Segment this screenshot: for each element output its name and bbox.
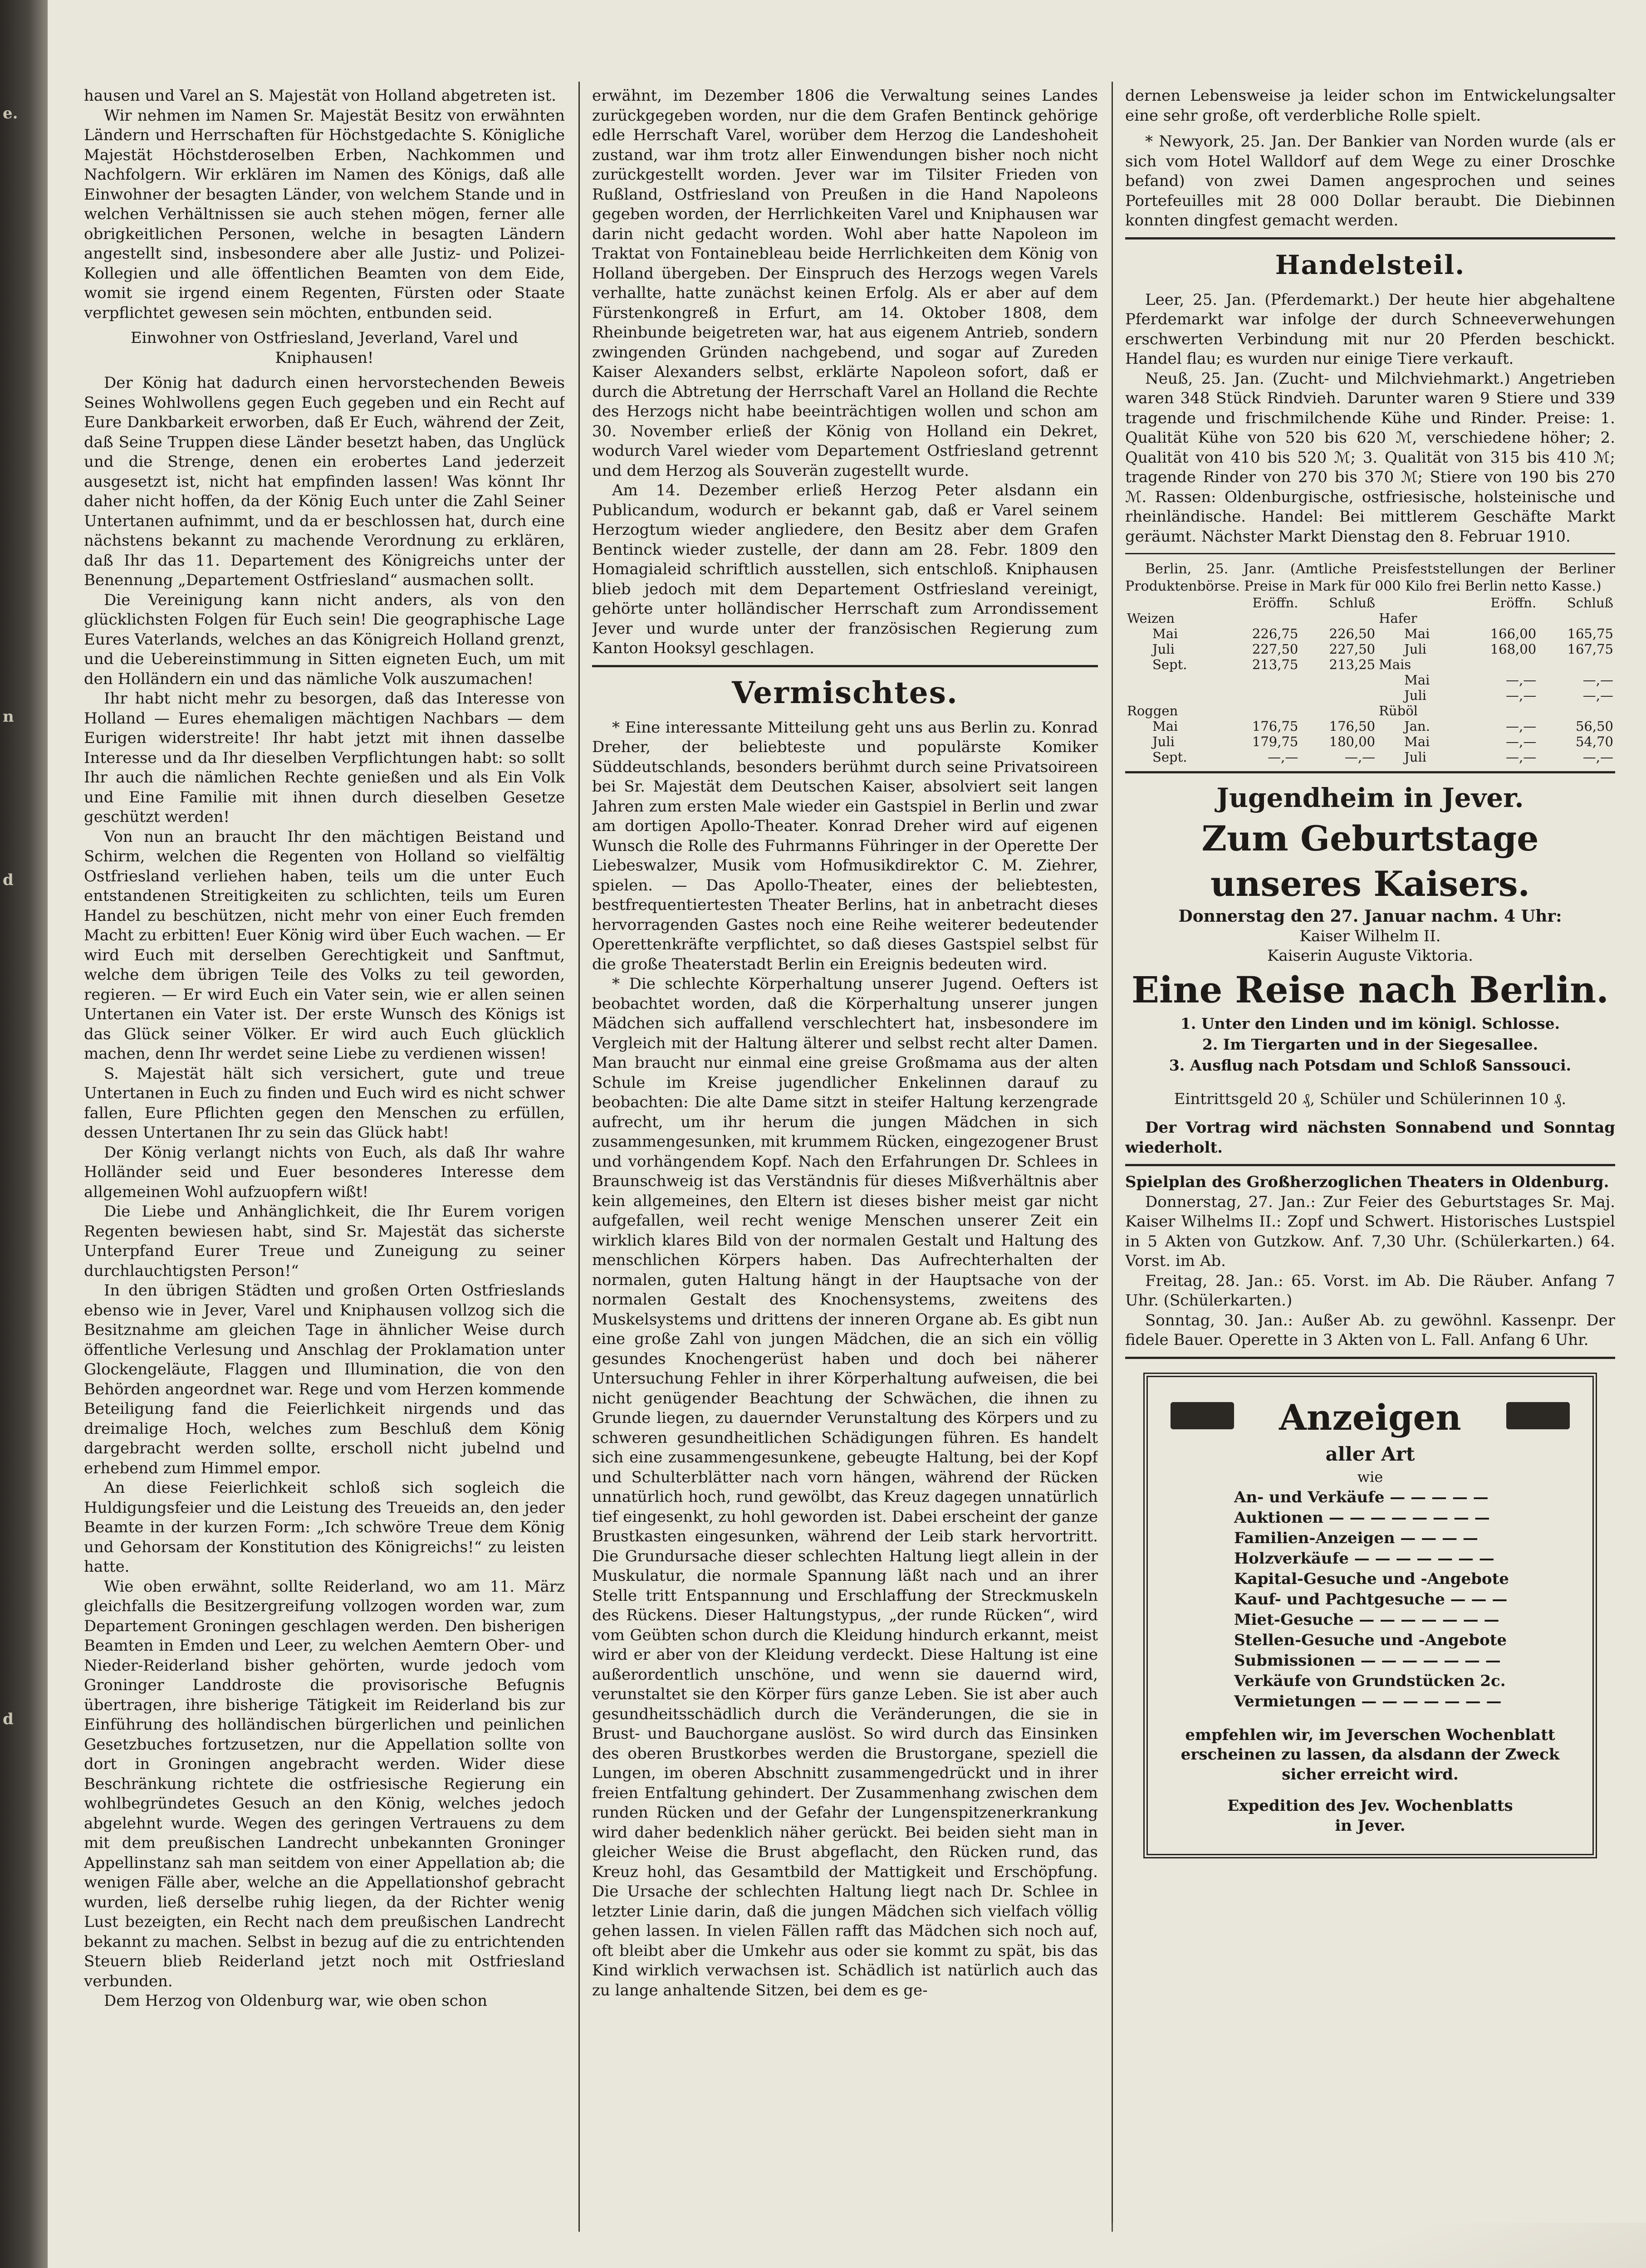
table-cell: Mai [1404,672,1430,688]
table-cell: 166,00 [1490,626,1537,641]
table-cell: 179,75 [1252,734,1298,749]
table-cell [1538,611,1615,626]
table-cell: Roggen [1127,703,1178,719]
paragraph: Von nun an braucht Ihr den mächtigen Beistand und Schirm, welchen die Regenten von Holland so vielfältig Ostfriesland verliehen haben, teils um die unter Euch entstandenen Streitigkeiten zu schlichten, teils um Euren Handel zu beschützen, nicht mehr von einer Euch fremden Macht zu erbitten! Euer König wird über Euch wachen. — Er wird Euch mit derselben Gerechtigkeit und Sanftmut, welche dem übrigen Teile des Volks zu teil geworden, regieren. — Er wird Euch ein Vater sein, wie er allen seinen Untertanen ein Vater ist. Der erste Wunsch des Königs ist das Glück seiner Völker. Er wird auch Euch glücklich machen, denn Ihr werdet seine Liebe zu verdienen wissen! [84,827,565,1063]
ad-repeat-note: Der Vortrag wird nächsten Sonnabend und Sonntag wiederholt. [1125,1119,1615,1157]
paragraph: * Eine interessante Mitteilung geht uns aus Berlin zu. Konrad Dreher, der beliebteste und populärste Komiker Süddeutschlands, besonders berühmt durch seine Privatsoireen bei Sr. Majestät dem Deutschen Kaiser, absolviert seit langen Jahren zum ersten Male wieder ein Gastspiel in Berlin und zwar am dortigen Apollo-Theater. Konrad Dreher wird auf eigenen Wunsch die Rolle des Fuhrmanns Führinger in der Operette Der Liebeswalzer, Musik vom Hofmusikdirektor C. M. Ziehrer, spielen. — Das Apollo-Theater, eines der beliebtesten, bestfrequentiertesten Theater Berlins, hat in anbetracht dieses hervorragenden Gastes noch eine Reihe weiterer bedeutender Operettenkräfte verpflichtet, so daß dieses Gastspiel selbst für die große Theaterstadt Berlin ein Ereignis bedeuten wird. [592,718,1098,973]
market-neuss: Neuß, 25. Jan. (Zucht- und Milchviehmarkt.) Angetrieben waren 348 Stück Rindvieh. Darunter waren 9 Stiere und 339 tragende und frischmilchende Kühe und Rinder. Preise: 1. Qualität Kühe von 520 bis 620 ℳ, verschiedene höher; 2. Qualität von 410 bis 520 ℳ; 3. Qualität von 315 bis 410 ℳ; tragende Rinder von 270 bis 370 ℳ; Stiere von 190 bis 270 ℳ. Rassen: Oldenburgische, ostfriesische, holsteinische und rheinländische. Handel: Bei mittlerem Geschäfte Markt geräumt. Nächster Markt Dienstag den 8. Februar 1910. [1125,369,1615,546]
ad-jugendheim [1125,780,1615,1158]
ad-anzeigen-item: Vermietungen — — — — — — — [1234,1692,1502,1711]
paragraph: * Die schlechte Körperhaltung unserer Jugend. Oefters ist beobachtet worden, daß die Körperhaltung unserer jungen Mädchen sich auffallend verschlechtert hat, insbesondere im Vergleich mit der Haltung älterer und selbst recht alter Damen. Man braucht nur einmal eine greise Großmama aus der alten Schule im Kreise jugendlicher Enkelinnen darauf zu beobachten: Die alte Dame sitzt in steifer Haltung kerzengrade aufrecht, um ihr herum die jungen Mädchen in sich zusammengesunken, mit krummem Rücken, eingezogener Brust und vorhängendem Kopf. Nach den Erfahrungen Dr. Schlees in Braunschweig ist das Verständnis für dieses Mißverhältnis aber kein allgemeines, den Eltern ist dieses bisher meist gar nicht aufgefallen, weil recht wenige Menschen unserer Zeit ein wirklich klares Bild von der normalen Gestalt und Haltung des menschlichen Körpers haben. Das Aufrechterhalten der normalen, guten Haltung hängt in der Hauptsache von der normalen Gestalt des Knochensystems, zweitens des Muskelsystems und drittens der inneren Organe ab. Es gibt nun eine große Zahl von jungen Mädchen, die an sich ein völlig gesundes Knochengerüst haben und doch bei näherer Untersuchung Fehler in ihrer Körperhaltung aufweisen, die bei nicht genügender Beachtung der Schwächen, die ihnen zu Grunde liegen, zu dauernder Verunstaltung des Körpers und zu schweren gesundheitlichen Schädigungen führen. Es handelt sich eine zusammengesunkene, gebeugte Haltung, bei der Kopf und Schulterblätter nach vorn hängen, während der Rücken unnatürlich hoch, rund gewölbt, das Kreuz dagegen unnatürlich tief eingesenkt, zu hohl geworden ist. Dabei erscheint der ganze Brustkasten eingesunken, während der Leib stark hervortritt. Die Grundursache dieser schlechten Haltung liegt allein in der Muskulatur, die normale Spannung läßt nach und an ihrer Stelle tritt Entspannung und Erschlaffung der Streckmuskeln des Rückens. Dieser Haltungstypus, „der runde Rücken“, wird vom Geübten schon durch die Kleidung hindurch erkannt, meist wird er aber von der Kleidung verdeckt. Diese Haltung ist eine außerordentlich unschöne, und wenn sie dauernd wird, verunstaltet sie den Körper fürs ganze Leben. Sie ist aber auch gesundheitsschädlich durch die Veränderungen, die sie in Brust- und Bauchorgane auslöst. So wird durch das Einsinken des oberen Brustkorbes werden die Brustorgane, speziell die Lungen, im oberen Abschnitt zusammengedrückt und in ihrer freien Entfaltung gehindert. Der Zusammenhang zwischen dem runden Rücken und der Gefahr der Lungenspitzenerkrankung wird daher bedenklich näher gerückt. Bei beiden sieht man in gleicher Weise die Brust abgeflacht, den Rücken rund, das Kreuz hohl, das Gesamtbild der Mattigkeit und Erschöpfung. Die Ursache der schlechten Haltung liegt nach Dr. Schlee in letzter Linie darin, daß die jungen Mädchen sich vielfach völlig gehen lassen. In vielen Fällen rafft das Mädchen sich noch auf, oft bleibt aber die Umkehr aus oder sie kommt zu spät, bis das Kind wirklich verwachsen ist. Schädlich ist natürlich auch das zu lange anhaltende Sitzen, bei dem es ge- [592,975,1098,1999]
ad-program-item: 1. Unter den Linden und im königl. Schlosse. [1180,1014,1560,1032]
table-cell: Jan. [1404,719,1430,734]
edge-fragment: d [3,1710,14,1728]
section-rule [592,665,1098,667]
column-1 [84,86,565,2263]
table-cell [1224,703,1300,719]
paragraph: Der König verlangt nichts von Euch, als daß Ihr wahre Holländer seid und Euer besonderes Interesse dem allgemeinen Wohl aufzuopfern wißt! [84,1143,565,1201]
ad-anzeigen-item: Submissionen — — — — — — — [1234,1651,1501,1670]
table-row [1125,657,1615,672]
theater-line: Freitag, 28. Jan.: 65. Vorst. im Ab. Die Räuber. Anfang 7 Uhr. (Schülerkarten.) [1125,1271,1615,1310]
table-cell: —,— [1582,672,1613,688]
decorative-ornament-icon [1506,1402,1570,1429]
paragraph: An diese Feierlichkeit schloß sich sogleich die Huldigungsfeier und die Leistung des Treueids an, den jeder Beamte in der kurzen Form: „Ich schwöre Treue dem König und Gehorsam der Konstitution des Königreichs!“ zu leisten hatte. [84,1479,565,1576]
theater-title: Spielplan des Großherzoglichen Theaters in Oldenburg. [1125,1173,1609,1191]
table-cell: —,— [1505,672,1537,688]
table-cell [1461,611,1538,626]
section-title-handelsteil: Handelsteil. [1275,249,1465,280]
table-cell: Mai [1152,626,1178,641]
table-cell: Juli [1152,641,1175,657]
table-cell [1300,611,1377,626]
ad-anzeigen-title: Anzeigen [1279,1397,1461,1438]
table-cell [1300,672,1377,688]
ad-berlin-heading: Eine Reise nach Berlin. [1131,968,1609,1011]
paragraph: Die Vereinigung kann nicht anders, als von den glücklichsten Folgen für Euch sein! Die geographische Lage Eures Vaterlands, welches an das Königreich Holland grenzt, und die Uebereinstimmung in Sitten eigneten Euch, um mit den Holländern ein und das nämliche Volk auszumachen! [84,591,565,688]
table-cell: 227,50 [1252,641,1298,657]
table-cell [1538,657,1615,672]
ad-anzeigen-box [1143,1373,1597,1859]
table-cell [1125,595,1224,611]
edge-fragment: e. [3,104,18,122]
theater-line: Donnerstag, 27. Jan.: Zur Feier des Geburtstages Sr. Maj. Kaiser Wilhelms II.: Zopf und Schwert. Historisches Lustspiel in 5 Akten von Gutzkow. Anf. 7,30 Uhr. (Schülerkarten.) 64. Vorst. im Ab. [1125,1193,1615,1270]
table-row [1125,611,1615,626]
paragraph: Ihr habt nicht mehr zu besorgen, daß das Interesse von Holland — Eures ehemaligen mächtigen Nachbars — dem Eurigen widerstreite! Ihr habt jetzt mit ihnen dasselbe Interesse und da Ihr dieselben Verpflichtungen habt: so sollt Ihr auch die nämlichen Rechte genießen und als Ein Volk und Eine Familie mit ihnen durch dieselben Gesetze geschützt werden! [84,689,565,826]
section-rule [1125,1357,1615,1359]
paragraph: erwähnt, im Dezember 1806 die Verwaltung seines Landes zurückgegeben worden, nur die dem Grafen Bentinck gehörige edle Herrschaft Varel, worüber dem Herzog die Landeshoheit zustand, war ihm trotz aller Einwendungen bisher noch nicht zurückgestellt worden. Jever war im Tilsiter Frieden von Rußland, Ostfriesland von Preußen in die Hand Napoleons gegeben worden, der Herrlichkeiten Varel und Kniphausen war darin nicht gedacht worden. Wohl aber hatte Napoleon im Traktat von Fontainebleau beide Herrlichkeiten dem König von Holland übergeben. Der Einspruch des Herzogs wegen Varels verhallte, hatte zunächst keinen Erfolg. Als er aber auf dem Fürstenkongreß in Erfurt, am 14. Oktober 1808, dem Rheinbunde beigetreten war, hat aus eigenem Antrieb, sondern zwingenden Gründen nachgebend, und sogar auf Zureden Kaiser Alexanders selbst, erklärte Napoleon sofort, daß er durch die Abtretung der Herrschaft Varel an Holland die Rechte des Herzogs nicht habe beeinträchtigen wollen und schon am 30. November erließ der König von Holland ein Dekret, wodurch Varel wieder vom Departement Ostfriesland getrennt und dem Herzog als Souverän zugestellt wurde. [592,87,1098,480]
paragraph: Der König hat dadurch einen hervorstechenden Beweis Seines Wohlwollens gegen Euch gegeben und ein Recht auf Eure Dankbarkeit erworben, daß Er Euch, während der Zeit, daß Seine Truppen diese Länder besetzt haben, das Unglück und die Strenge, denen ein erobertes Land jederzeit ausgesetzt ist, nicht hat empfinden lassen! Was könnt Ihr daher nicht hoffen, da der König Euch unter die Zahl Seiner Untertanen aufnimmt, und da er beschlossen hat, durch eine nächstens bekannt zu machende Verordnung zu erklären, daß Ihr das 11. Departement des Königreichs unter der Benennung „Departement Ostfriesland“ ausmachen sollt. [84,374,565,589]
table-row [1125,719,1615,734]
theater-line: Sonntag, 30. Jan.: Außer Ab. zu gewöhnl. Kassenpr. Der fidele Bauer. Operette in 3 Akten von L. Fall. Anfang 6 Uhr. [1125,1311,1615,1349]
table-cell: 213,25 [1329,657,1376,672]
paragraph: S. Majestät hält sich versichert, gute und treue Untertanen in Euch zu finden und Euch wird es nicht schwer fallen, Eure Pflichten gegen den Menschen zu erfüllen, dessen Untertanen Ihr zu sein das Glück habt! [84,1064,565,1142]
table-cell: —,— [1344,749,1376,765]
decorative-ornament-icon [1171,1402,1234,1429]
table-cell [1377,595,1461,611]
ad-anzeigen-wie: wie [1357,1468,1383,1486]
table-cell [1300,688,1377,703]
table-cell [1461,657,1538,672]
table-cell: —,— [1505,688,1537,703]
table-cell [1224,688,1300,703]
table-cell: 168,00 [1490,641,1537,657]
table-cell: —,— [1268,749,1298,765]
table-cell: Hafer [1379,611,1417,626]
table-cell: Mai [1404,734,1430,749]
scan-left-edge [0,0,48,2268]
paragraph: Wir nehmen im Namen Sr. Majestät Besitz von erwähnten Ländern und Herrschaften für Höchstgedachte S. Königliche Majestät Höchstderoselben Erben, Nachkommen und Nachfolgern. Wir erklären im Namen des Königs, daß alle Einwohner der besagten Länder, von welchem Stande und in welchen Verhältnissen sie auch stehen mögen, ferner alle obrigkeitlichen Personen, welche in besagten Ländern angestellt sind, insbesondere aber alle Justiz- und Polizei-Kollegien und alle öffentlichen Beamten von dem Eide, womit sie irgend einem Regenten, Fürsten oder Staate verpflichtet gewesen sein möchten, entbunden seid. [84,106,565,322]
table-cell: 226,75 [1252,626,1298,641]
column-2 [592,86,1098,2263]
table-cell: —,— [1582,749,1613,765]
table-cell: 227,50 [1329,641,1376,657]
table-cell: —,— [1505,749,1537,765]
table-cell: Weizen [1127,611,1175,626]
ad-anzeigen-item: Stellen-Gesuche und -Angebote [1234,1631,1507,1649]
table-row [1125,626,1615,641]
ad-subject: Kaiserin Auguste Viktoria. [1267,947,1473,965]
paragraph: dernen Lebensweise ja leider schon im Entwickelungsalter eine sehr große, oft verderbliche Rolle spielt. [1125,87,1615,125]
section-rule [1125,237,1615,240]
table-cell: Rüböl [1379,703,1418,719]
ad-anzeigen-subtitle: aller Art [1325,1442,1415,1465]
edge-fragment: d [3,871,14,889]
ad-date: Donnerstag den 27. Januar nachm. 4 Uhr: [1178,907,1562,926]
table-cell: Eröffn. [1252,595,1298,611]
column-rule [1112,82,1113,2232]
proclamation-address: Einwohner von Ostfriesland, Jeverland, Varel und Kniphausen! [130,329,519,367]
table-cell: —,— [1582,688,1613,703]
paragraph: Die Liebe und Anhänglichkeit, die Ihr Eurem vorigen Regenten bewiesen habt, sind Sr. Majestät das sicherste Unterpfand Eurer Treue und Zuneigung zu seiner durchlauchtigsten Person!“ [84,1202,565,1280]
table-cell: 56,50 [1575,719,1613,734]
ad-anzeigen-item: Miet-Gesuche — — — — — — — [1234,1610,1499,1629]
ad-program-item: 2. Im Tiergarten und in der Siegesallee. [1202,1035,1538,1053]
section-rule [1125,553,1615,554]
table-header-row [1125,595,1615,611]
table-cell: Schluß [1567,595,1613,611]
table-cell [1125,672,1224,688]
table-cell: Juli [1152,734,1175,749]
price-table [1125,595,1615,765]
table-cell: —,— [1505,734,1537,749]
ad-anzeigen-item: Auktionen — — — — — — — — [1234,1508,1490,1527]
berlin-exchange-header: Berlin, 25. Janr. (Amtliche Preisfeststellungen der Berliner Produktenbörse. Preise in Mark für 000 Kilo frei Berlin netto Kasse.) [1125,561,1615,594]
table-row [1125,641,1615,657]
table-cell [1125,688,1224,703]
table-cell: —,— [1505,719,1537,734]
table-cell: Juli [1404,688,1426,703]
table-cell: Eröffn. [1490,595,1537,611]
ad-anzeigen-item: Kauf- und Pachtgesuche — — — [1234,1590,1508,1608]
edge-fragment: n [3,708,14,726]
price-rows [1125,611,1615,765]
paragraph: In den übrigen Städten und großen Orten Ostfrieslands ebenso wie in Jever, Varel und Kniphausen vollzog sich die Besitznahme am gleichen Tage in ähnlicher Weise durch öffentliche Verlesung und Anschlag der Proklamation unter Glockengeläute, Flaggen und Illumination, die von den Behörden angeordnet war. Rege und vom Herzen kommende Beteiligung fand die Feierlichkeit nirgends und das dreimalige Hoch, welches zum Beschluß dem König dargebracht werden sollte, erscholl nicht jubelnd und erhebend zum Himmel empor. [84,1281,565,1477]
paragraph: hausen und Varel an S. Majestät von Holland abgetreten ist. [84,87,556,105]
table-row [1125,749,1615,765]
column-rule [578,82,580,2232]
table-cell: Mai [1404,626,1430,641]
table-row [1125,703,1615,719]
table-row [1125,734,1615,749]
table-cell: 54,70 [1575,734,1613,749]
table-cell [1224,672,1300,688]
ad-anzeigen-signature: Expedition des Jev. Wochenblatts [1227,1797,1513,1815]
table-cell: 180,00 [1329,734,1376,749]
table-cell: 167,75 [1567,641,1613,657]
ad-anzeigen-list [1234,1487,1570,1712]
ad-anzeigen-item: Holzverkäufe — — — — — — — [1234,1549,1494,1568]
table-row [1125,688,1615,703]
news-newyork: * Newyork, 25. Jan. Der Bankier van Norden wurde (als er sich vom Hotel Walldorf auf dem Wege zu einer Droschke befand) von zwei Damen angesprochen und seines Portefeuilles mit 28 000 Dollar beraubt. Die Diebinnen konnten dingfest gemacht werden. [1125,132,1615,230]
ad-anzeigen-item: Kapital-Gesuche und -Angebote [1234,1569,1509,1588]
ad-subject: Kaiser Wilhelm II. [1299,927,1441,945]
table-cell: Mais [1379,657,1411,672]
table-cell: 176,75 [1252,719,1298,734]
section-rule [1125,771,1615,773]
ad-anzeigen-item: Verkäufe von Grundstücken 2c. [1234,1672,1506,1690]
table-cell: 165,75 [1567,626,1613,641]
torn-paper-edge [1082,2223,1646,2268]
market-leer: Leer, 25. Jan. (Pferdemarkt.) Der heute hier abgehaltene Pferdemarkt war infolge der durch Schneeverwehungen erschwerten Verbindung mit nur 20 Pferden beschickt. Handel flau; es wurden nur einige Tiere verkauft. [1125,290,1615,368]
table-cell [1224,611,1300,626]
ad-anzeigen-item: Familien-Anzeigen — — — — [1234,1529,1478,1547]
table-cell: Schluß [1329,595,1376,611]
table-cell: 213,75 [1252,657,1298,672]
ad-entry-fee: Eintrittsgeld 20 ₰, Schüler und Schülerinnen 10 ₰. [1174,1090,1567,1108]
table-cell [1300,703,1377,719]
table-cell: Sept. [1152,657,1187,672]
section-title-vermischtes: Vermischtes. [732,675,958,710]
ad-program-item: 3. Ausflug nach Potsdam und Schloß Sanssouci. [1169,1056,1572,1074]
column-3 [1125,86,1615,2263]
table-cell: Juli [1404,641,1426,657]
table-cell: Sept. [1152,749,1187,765]
ad-kaiser-heading: Zum Geburtstage unseres Kaisers. [1201,818,1539,904]
theater-schedule [1125,1173,1615,1350]
table-cell: 226,50 [1329,626,1376,641]
paragraph: Dem Herzog von Oldenburg war, wie oben schon [104,1992,488,2010]
ad-anzeigen-body: empfehlen wir, im Jeverschen Wochenblatt erscheinen zu lassen, da alsdann der Zweck sicher erreicht wird. [1181,1725,1560,1784]
table-cell: Juli [1404,749,1426,765]
table-cell: 176,50 [1329,719,1376,734]
section-rule [1125,1164,1615,1166]
newspaper-page [48,0,1646,2268]
table-row [1125,672,1615,688]
table-cell: Mai [1152,719,1178,734]
table-cell [1538,703,1615,719]
ad-jugendheim-title: Jugendheim in Jever. [1216,782,1524,813]
ad-anzeigen-signature: in Jever. [1335,1816,1406,1835]
ad-anzeigen-item: An- und Verkäufe — — — — — [1234,1488,1489,1506]
paragraph: Wie oben erwähnt, sollte Reiderland, wo am 11. März gleichfalls die Besitzergreifung vollzogen worden war, zum Departement Groningen geschlagen werden. Den bisherigen Beamten in Emden und Leer, zu welchen Aemtern Ober- und Nieder-Reiderland bisher gehörten, wurde jedoch vom Groninger Landdroste die provisorische Befugnis übertragen, ihre bisherige Tätigkeit im Reiderland bis zur Einführung des holländischen bürgerlichen und peinlichen Gesetzbuches fortzusetzen, nur die Appellation sollte von dort in Groningen angebracht werden. Wider diese Beschränkung richtete die ostfriesische Regierung ein wohlbegründetes Gesuch an den König, welches jedoch abgelehnt wurde. Wegen des geringen Vertrauens zu dem mit dem preußischen Landrecht unbekannten Groninger Appellinstanz sah man seitdem von einer Appellation ab; die wenigen Fälle aber, welche an die Appellationshof gebracht wurden, ließ derselbe ruhig liegen, da der Richter wenig Lust bezeigten, ein Recht nach dem preußischen Landrecht bekannt zu machen. Selbst in bezug auf die zu entrichtenden Steuern blieb Reiderland jetzt noch mit Ostfriesland verbunden. [84,1577,565,1990]
paragraph: Am 14. Dezember erließ Herzog Peter alsdann ein Publicandum, wodurch er bekannt gab, daß er Varel seinem Herzogtum wieder angliedere, den Besitz aber dem Grafen Bentinck wieder zustelle, der dann am 28. Febr. 1809 den Homagialeid schriftlich ausstellen, sich entschloß. Kniphausen blieb jedoch mit dem Departement Ostfriesland vereinigt, gehörte unter holländischer Herrschaft zum Arrondissement Jever und wurde unter der französischen Regierung zum Kanton Hooksyl geschlagen. [592,481,1098,657]
table-cell [1461,703,1538,719]
